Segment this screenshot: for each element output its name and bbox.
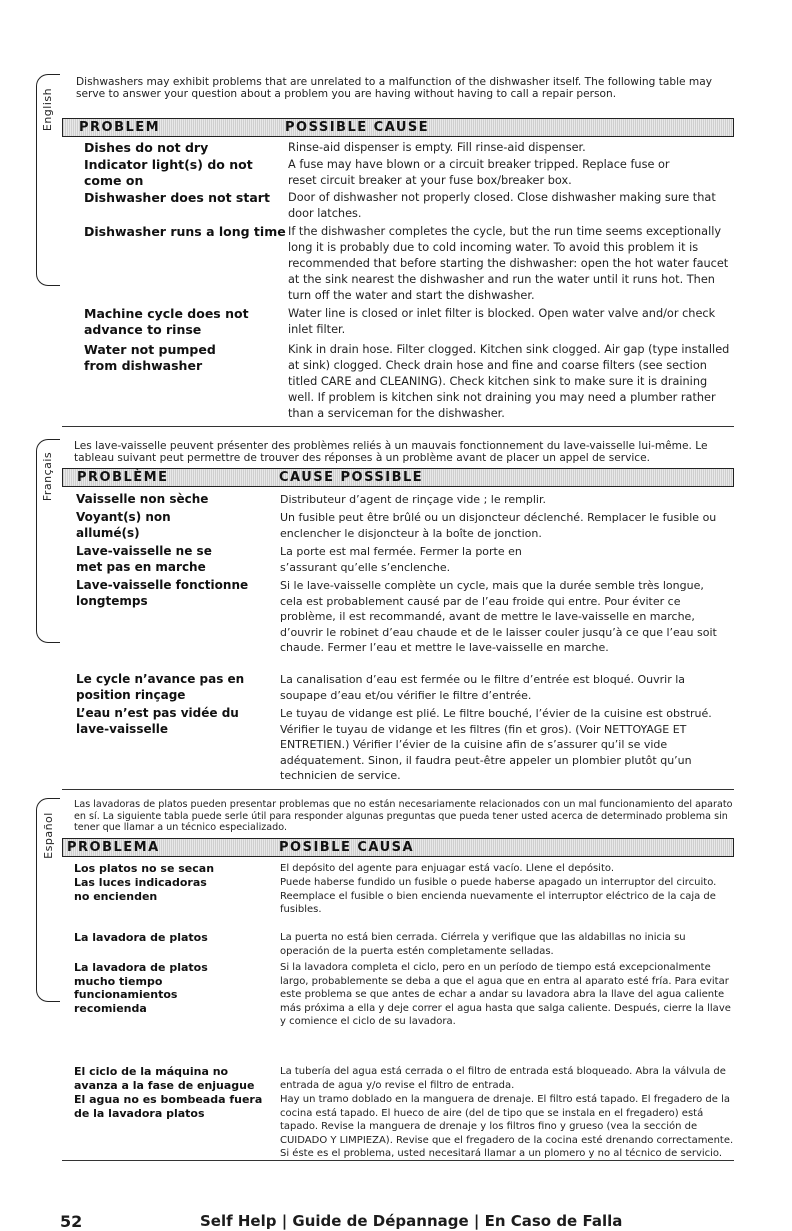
problem-cell: Lave-vaisselle fonctionne longtemps (76, 578, 249, 608)
table-row (62, 931, 734, 959)
problem-cell: La lavadora de platos (74, 931, 208, 944)
cause-cell: La puerta no está bien cerrada. Ciérrela y verifique que las aldabillas no inicia su operación de la puerta estén completamente selladas. (280, 932, 686, 957)
cause-cell: Puede haberse fundido un fusible o puede haberse apagado un interruptor del circuito. Reemplace el fusible o bien encienda nuevamente el interruptor eléctrico de la caja de fusibles. (280, 877, 717, 916)
table-row (62, 342, 734, 422)
table-row (62, 544, 734, 576)
cause-cell: A fuse may have blown or a circuit breaker tripped. Replace fuse or reset circuit breaker at your fuse box/breaker box. (288, 158, 670, 187)
cause-cell: Si la lavadora completa el ciclo, pero en un período de tiempo está excepcionalmente largo, probablemente se deba a que el agua que en entra al aparato esté fría. Para evitar este problema se que antes de echar a andar su lavadora abra la llave del agua caliente más próxima a ella y deje correr el agua hasta que salga caliente. Después, cierre la llave y comience el ciclo de su lavadora. (280, 962, 731, 1028)
table-row (62, 190, 734, 222)
english-language-label: English (41, 87, 55, 131)
table-row (62, 224, 734, 304)
table-row (62, 672, 734, 704)
problem-cell: El agua no es bombeada fuera de la lavadora platos (74, 1093, 263, 1120)
table-row (62, 578, 734, 658)
francais-col-cause: CAUSE POSSIBLE (279, 470, 424, 485)
english-intro: Dishwashers may exhibit problems that are unrelated to a malfunction of the dishwasher itself. The following table may serve to answer your question about a problem you are having without having to call a repair person. (76, 76, 712, 101)
espanol-table-header (62, 838, 734, 857)
espanol-section (62, 799, 734, 1169)
table-row (62, 876, 734, 931)
cause-cell: Le tuyau de vidange est plié. Le filtre bouché, l’évier de la cuisine est obstrué. Vérifier le tuyau de vidange et les filtres (fin et gros). (Voir NETTOYAGE ET ENTRETIEN.) Vérifier l’évier de la cuisine afin de s’assurer qu’il se vide adéquatement. Sinon, il faudra peut-être appeler un plombier plutôt qu’un technicien de service. (280, 707, 712, 783)
cause-cell: La canalisation d’eau est fermée ou le filtre d’entrée est bloqué. Ouvrir la soupape d’eau et/ou vérifier le filtre d’entrée. (280, 673, 686, 702)
francais-language-label: Français (41, 451, 55, 501)
francais-table-header (62, 468, 734, 487)
english-table-header (62, 118, 734, 137)
problem-cell: L’eau n’est pas vidée du lave-vaisselle (76, 706, 239, 736)
francais-intro: Les lave-vaisselle peuvent présenter des problèmes reliés à un mauvais fonctionnement du lave-vaisselle lui-même. Le tableau suivant peut permettre de trouver des réponses à un problème avant de placer un appel de service. (74, 440, 708, 465)
table-row (62, 862, 734, 876)
english-bottom-rule (62, 426, 734, 427)
problem-cell: La lavadora de platos mucho tiempo funcionamientos recomienda (74, 961, 208, 1015)
table-row (62, 306, 734, 338)
english-col-cause: POSSIBLE CAUSE (285, 120, 430, 135)
problem-cell: Vaisselle non sèche (76, 492, 209, 506)
problem-cell: Dishwasher runs a long time (84, 224, 286, 239)
problem-cell: Dishes do not dry (84, 140, 209, 155)
problem-cell: Voyant(s) non allumé(s) (76, 510, 171, 540)
english-section (62, 76, 734, 436)
cause-cell: Si le lave-vaisselle complète un cycle, mais que la durée semble très longue, cela est probablement causé par de l’eau froide qui entre. Pour éviter ce problème, il est recommandé, avant de mettre le lave-vaisselle en marche, d’ouvrir le robinet d’eau chaude et de le laisser couler jusqu’à ce que l’eau soit chaude. Fermer l’eau et mettre le lave-vaisselle en marche. (280, 579, 717, 655)
cause-cell: Kink in drain hose. Filter clogged. Kitchen sink clogged. Air gap (type installed at sink) clogged. Check drain hose and fine and coarse filters (see section titled CARE and CLEANING). Check kitchen sink to make sure it is draining well. If problem is kitchen sink not draining you may need a plumber rather than a serviceman for the dishwasher. (288, 343, 730, 420)
cause-cell: Door of dishwasher not properly closed. Close dishwasher making sure that door latches. (288, 191, 716, 220)
footer-title: Self Help | Guide de Dépannage | En Caso de Falla (200, 1212, 623, 1230)
cause-cell: La porte est mal fermée. Fermer la porte en s’assurant qu’elle s’enclenche. (280, 545, 522, 574)
table-row (62, 140, 734, 156)
table-row (62, 706, 734, 786)
francais-col-problem: PROBLÈME (77, 470, 169, 485)
cause-cell: Distributeur d’agent de rinçage vide ; le remplir. (280, 493, 546, 506)
table-row (62, 157, 734, 189)
table-row (62, 1093, 734, 1161)
cause-cell: Water line is closed or inlet filter is blocked. Open water valve and/or check inlet filter. (288, 307, 716, 336)
espanol-col-cause: POSIBLE CAUSA (279, 840, 415, 855)
problem-cell: Water not pumped from dishwasher (84, 342, 216, 373)
espanol-col-problem: PROBLEMA (67, 840, 160, 855)
english-col-problem: PROBLEM (79, 120, 161, 135)
francais-section (62, 440, 734, 800)
page-number: 52 (60, 1212, 83, 1231)
problem-cell: Dishwasher does not start (84, 190, 270, 205)
problem-cell: Las luces indicadoras no encienden (74, 876, 207, 903)
table-row (62, 961, 734, 1057)
problem-cell: Le cycle n’avance pas en position rinçage (76, 672, 245, 702)
espanol-language-label: Español (41, 811, 55, 859)
table-row (62, 510, 734, 542)
problem-cell: Lave-vaisselle ne se met pas en marche (76, 544, 212, 574)
cause-cell: El depósito del agente para enjuagar está vacío. Llene el depósito. (280, 863, 615, 874)
table-row (62, 492, 734, 508)
espanol-intro: Las lavadoras de platos pueden presentar problemas que no están necesariamente relacionados con un mal funcionamiento del aparato en sí. La siguiente tabla puede serle útil para responder algunas preguntas que pueda tener usted acerca de determinado problema sin tener que llamar a un técnico especializado. (74, 799, 733, 834)
cause-cell: Hay un tramo doblado en la manguera de drenaje. El filtro está tapado. El fregadero de la cocina está tapado. El hueco de aire (del de tipo que se instala en el fregadero) está tapado. Revise la manguera de drenaje y los filtros fino y grueso (vea la sección de CUIDADO Y LIMPIEZA). Revise que el fregadero de la cocina esté drenando correctamente. Si éste es el problema, usted necesitará llamar a un plomero y no al técnico de servicio. (280, 1094, 734, 1160)
problem-cell: Indicator light(s) do not come on (84, 157, 253, 188)
table-row (62, 1065, 734, 1093)
francais-bottom-rule (62, 789, 734, 790)
espanol-bottom-rule (62, 1160, 734, 1161)
cause-cell: Un fusible peut être brûlé ou un disjoncteur déclenché. Remplacer le fusible ou enclencher le disjoncteur à la boîte de jonction. (280, 511, 717, 540)
problem-cell: El ciclo de la máquina no avanza a la fase de enjuague (74, 1065, 255, 1092)
cause-cell: La tubería del agua está cerrada o el filtro de entrada está bloqueado. Abra la válvula de entrada de agua y/o revise el filtro de entrada. (280, 1066, 726, 1091)
problem-cell: Los platos no se secan (74, 862, 215, 875)
cause-cell: Rinse-aid dispenser is empty. Fill rinse-aid dispenser. (288, 141, 586, 154)
problem-cell: Machine cycle does not advance to rinse (84, 306, 249, 337)
cause-cell: If the dishwasher completes the cycle, but the run time seems exceptionally long it is probably due to cold incoming water. To avoid this problem it is recommended that before starting the dishwasher: open the hot water faucet at the sink nearest the dishwasher and run the water until it runs hot. Then turn off the water and start the dishwasher. (288, 225, 729, 302)
